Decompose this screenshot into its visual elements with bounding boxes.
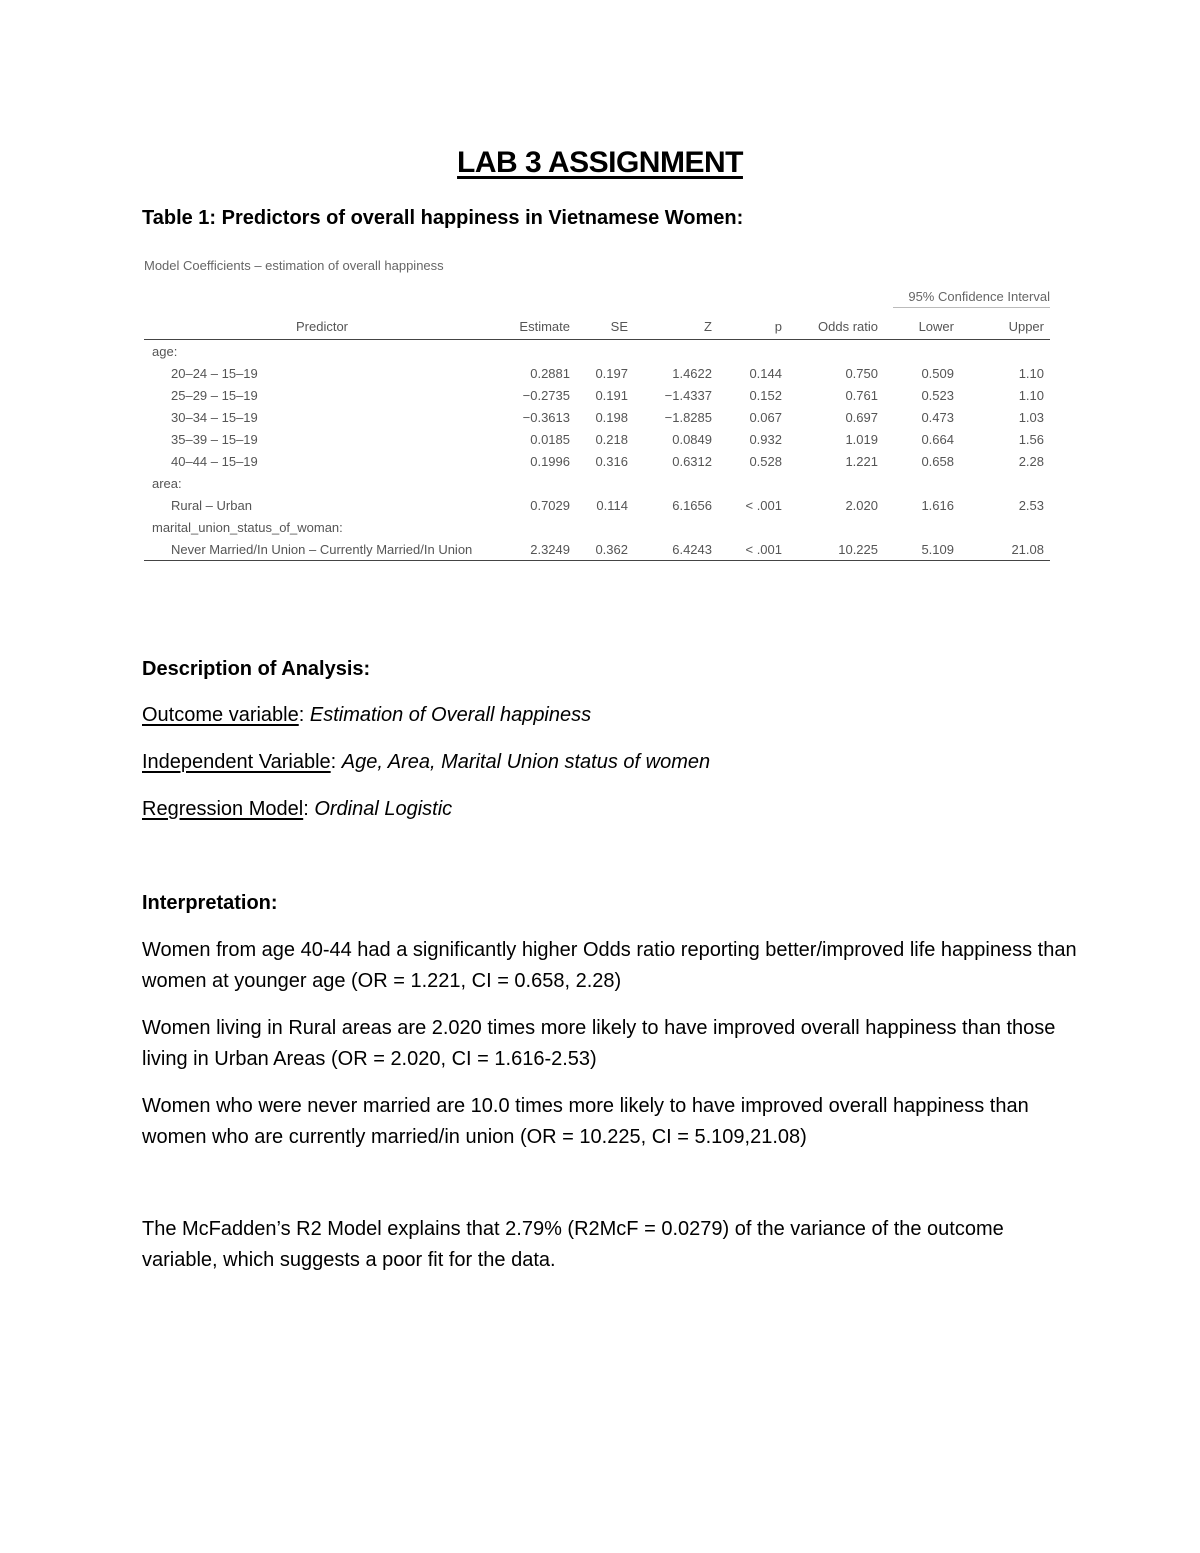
cell-predictor: Never Married/In Union – Currently Married/In Union [144,538,500,561]
cell-upper: 21.08 [960,538,1050,561]
table-row [144,538,1050,561]
cell-se: 0.114 [596,497,628,513]
outcome-value: Estimation of Overall happiness [309,704,592,726]
cell-z: −1.8285 [664,409,712,425]
cell-se: 0.362 [576,538,634,561]
model-label: Regression Model [142,798,304,820]
cell-odds-ratio: 0.761 [845,387,878,403]
col-header-lower: Lower [884,313,960,340]
cell-estimate: 0.2881 [530,365,570,381]
table-heading: Table 1: Predictors of overall happiness in Vietnamese Women: [142,207,744,229]
cell-predictor: 30–34 – 15–19 [171,409,258,425]
col-header-se: SE [576,313,634,340]
cell-p: 0.144 [749,365,782,381]
table-row [144,384,1050,406]
cell-upper: 1.56 [1018,431,1044,447]
cell-predictor: 40–44 – 15–19 [171,453,258,469]
interpretation-paragraph-1: Women from age 40-44 had a significantly higher Odds ratio reporting better/improved life happiness than women at younger age (OR = 1.221, CI = 0.658, 2.28) [142,939,1077,992]
table-row [144,406,1050,428]
col-header-estimate: Estimate [500,313,576,340]
cell-estimate: 0.1996 [530,453,570,469]
model-line [142,798,452,821]
description-heading: Description of Analysis: [142,658,371,680]
cell-estimate: 0.7029 [530,497,570,513]
cell-z: 0.6312 [672,453,712,469]
table-caption: Model Coefficients – estimation of overall happiness [144,258,444,273]
table-row [144,450,1050,472]
cell-upper: 2.53 [1018,497,1044,513]
cell-lower: 0.658 [921,453,954,469]
group-row-area [144,472,1050,494]
cell-predictor: 35–39 – 15–19 [171,431,258,447]
cell-p: 0.152 [749,387,782,403]
cell-odds-ratio: 10.225 [788,538,884,561]
cell-lower: 0.523 [921,387,954,403]
cell-z: 6.1656 [672,497,712,513]
ci-header-rule [893,307,1050,308]
outcome-colon: : [298,704,305,726]
cell-estimate: 0.0185 [530,431,570,447]
independent-line [142,751,710,774]
table-row [144,362,1050,384]
cell-odds-ratio: 1.221 [845,453,878,469]
col-header-upper: Upper [960,313,1050,340]
independent-label: Independent Variable [142,751,331,773]
page-title: LAB 3 ASSIGNMENT [457,146,743,179]
col-header-odds-ratio: Odds ratio [788,313,884,340]
col-header-predictor: Predictor [144,313,500,340]
interpretation-paragraph-2: Women living in Rural areas are 2.020 times more likely to have improved overall happiness than those living in Urban Areas (OR = 2.020, CI = 1.616-2.53) [142,1017,1056,1070]
cell-lower: 0.664 [921,431,954,447]
model-colon: : [303,798,309,820]
cell-se: 0.191 [595,387,628,403]
table-row [144,494,1050,516]
cell-se: 0.197 [595,365,628,381]
cell-p: 0.067 [749,409,782,425]
cell-upper: 2.28 [1018,453,1044,469]
outcome-label: Outcome variable [142,704,299,726]
cell-estimate: −0.3613 [522,409,570,425]
col-header-p: p [718,313,788,340]
cell-se: 0.218 [595,431,628,447]
cell-lower: 0.509 [921,365,954,381]
cell-p: 0.528 [749,453,782,469]
cell-odds-ratio: 1.019 [845,431,878,447]
coefficients-table [144,313,1050,561]
col-header-z: Z [634,313,718,340]
cell-z: 6.4243 [634,538,718,561]
cell-predictor: 25–29 – 15–19 [171,387,258,403]
cell-upper: 1.10 [1018,365,1044,381]
ci-header: 95% Confidence Interval [908,289,1050,304]
model-value: Ordinal Logistic [314,798,453,820]
header-row [144,313,1050,340]
cell-odds-ratio: 2.020 [845,497,878,513]
outcome-line [142,704,591,727]
group-label-area: area: [152,475,182,491]
interpretation-heading: Interpretation: [142,892,278,914]
cell-p: < .001 [718,538,788,561]
cell-z: −1.4337 [664,387,712,403]
group-label-marital: marital_union_status_of_woman: [152,519,343,535]
independent-value: Age, Area, Marital Union status of women [341,751,711,773]
cell-predictor: Rural – Urban [171,497,252,513]
cell-odds-ratio: 0.750 [845,365,878,381]
group-label-age: age: [152,343,178,359]
cell-se: 0.316 [595,453,628,469]
cell-upper: 1.10 [1018,387,1044,403]
group-row-marital [144,516,1050,538]
cell-p: < .001 [745,497,782,513]
cell-p: 0.932 [749,431,782,447]
cell-predictor: 20–24 – 15–19 [171,365,258,381]
cell-lower: 0.473 [921,409,954,425]
cell-estimate: −0.2735 [522,387,570,403]
independent-colon: : [330,751,337,773]
cell-odds-ratio: 0.697 [845,409,878,425]
cell-se: 0.198 [595,409,628,425]
group-row-age [144,340,1050,363]
table-row [144,428,1050,450]
interpretation-paragraph-3: Women who were never married are 10.0 times more likely to have improved overall happiness than women who are currently married/in union (OR = 10.225, CI = 5.109,21.08) [142,1095,1029,1148]
cell-z: 1.4622 [672,365,712,381]
cell-lower: 5.109 [884,538,960,561]
cell-lower: 1.616 [921,497,954,513]
cell-upper: 1.03 [1018,409,1044,425]
cell-estimate: 2.3249 [500,538,576,561]
mcfadden-paragraph: The McFadden’s R2 Model explains that 2.79% (R2McF = 0.0279) of the variance of the outcome variable, which suggests a poor fit for the data. [142,1218,1004,1271]
cell-z: 0.0849 [672,431,712,447]
